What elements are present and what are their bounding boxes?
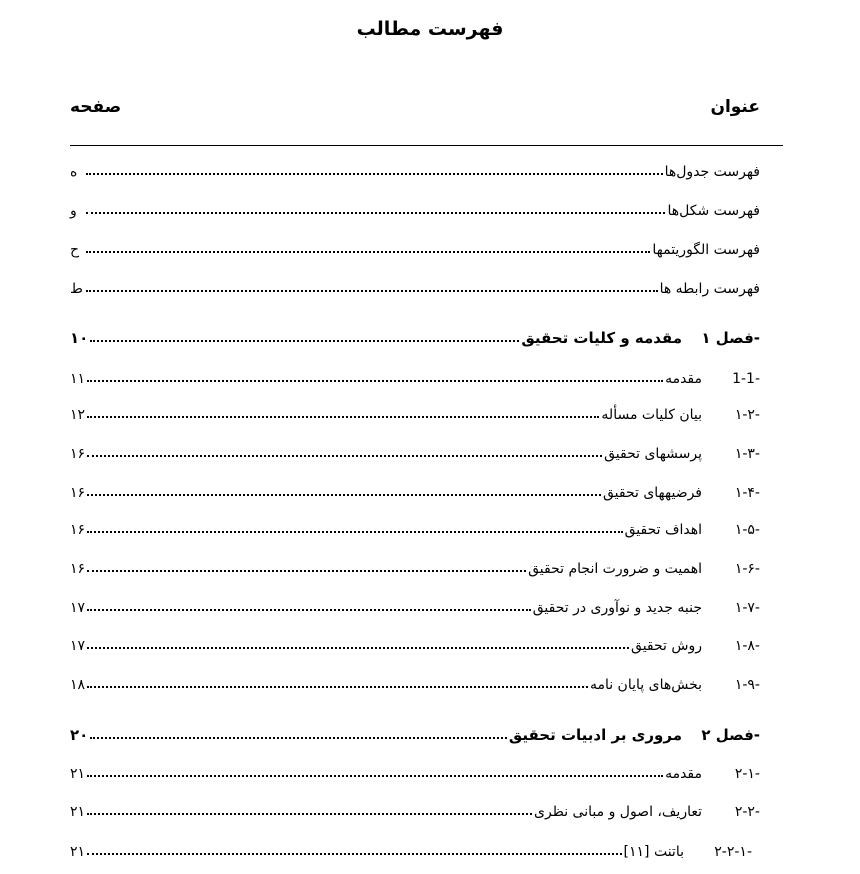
toc-entry-page: ۱۶ — [70, 561, 86, 577]
toc-entry-page: ۱۶ — [70, 485, 86, 501]
toc-entry-text: مروری بر ادبیات تحقیق — [508, 726, 682, 744]
toc-entry-1-9[interactable] — [70, 673, 760, 697]
toc-entry-text: جنبه جدید و نوآوری در تحقیق — [532, 600, 702, 616]
toc-entry-2-1[interactable] — [70, 762, 760, 786]
dot-leader — [87, 813, 532, 815]
toc-entry-page: ۲۱ — [70, 804, 86, 820]
toc-entry-1-5[interactable] — [70, 518, 760, 542]
toc-entry-text: فهرست شکل‌ها — [667, 203, 760, 219]
toc-chapter-2[interactable] — [70, 723, 760, 747]
toc-entry-number: ۱-۹- — [734, 677, 760, 693]
dot-leader — [87, 531, 623, 533]
toc-entry-2-2[interactable] — [70, 800, 760, 824]
toc-entry-text: بیان کلیات مسأله — [601, 407, 702, 423]
toc-entry-1-8[interactable] — [70, 634, 760, 658]
toc-entry-text: مقدمه و کلیات تحقیق — [521, 329, 682, 347]
toc-entry-page: ۲۱ — [70, 844, 86, 860]
dot-leader — [87, 380, 663, 382]
dot-leader — [87, 853, 621, 855]
toc-entry-page: ط — [70, 281, 83, 297]
toc-entry-number: ۲-۲- — [734, 804, 760, 820]
dot-leader — [87, 775, 663, 777]
toc-entry-text: باتنت [۱۱] — [623, 844, 684, 860]
toc-entry-page: و — [70, 203, 77, 219]
dot-leader — [87, 609, 531, 611]
toc-entry-page: ح — [70, 242, 80, 258]
toc-entry-page: ۱۰ — [70, 329, 89, 347]
toc-entry-1-1[interactable] — [70, 367, 760, 391]
toc-entry-text: تعاریف، اصول و مبانی نظری — [534, 804, 702, 820]
toc-entry-list-of-equations[interactable] — [70, 277, 760, 301]
dot-leader — [90, 737, 507, 739]
toc-entry-text: بخش‌های پایان نامه — [589, 677, 702, 693]
toc-entry-number: ۱-۸- — [734, 638, 760, 654]
toc-entry-1-7[interactable] — [70, 596, 760, 620]
dot-leader — [86, 173, 663, 175]
toc-entry-number: فصل ۲- — [701, 726, 760, 744]
toc-entry-2-2-1[interactable] — [70, 840, 760, 864]
toc-entry-page: ۲۰ — [70, 726, 89, 744]
toc-entry-number: ۱-۷- — [734, 600, 760, 616]
toc-entry-number: ۱-۳- — [734, 446, 760, 462]
column-header-title: عنوان — [710, 97, 760, 117]
dot-leader — [87, 570, 526, 572]
dot-leader — [87, 416, 599, 418]
toc-entry-number: ۲-۱- — [734, 766, 760, 782]
toc-entry-1-3[interactable] — [70, 442, 760, 466]
toc-entry-page: ۱۶ — [70, 522, 86, 538]
toc-entry-page: ۱۷ — [70, 600, 86, 616]
toc-entry-1-2[interactable] — [70, 403, 760, 427]
toc-entry-number: ۱-۲- — [734, 407, 760, 423]
toc-entry-number: ۱-۴- — [734, 485, 760, 501]
toc-entry-text: مقدمه — [665, 371, 702, 387]
toc-entry-page: ۲۱ — [70, 766, 86, 782]
toc-entry-text: فرضیههای تحقیق — [602, 485, 702, 501]
toc-entry-page: ۱۸ — [70, 677, 86, 693]
toc-entry-text: اهمیت و ضرورت انجام تحقیق — [528, 561, 702, 577]
toc-entry-number: 1-1- — [732, 371, 760, 387]
toc-entry-list-of-figures[interactable] — [70, 199, 760, 223]
column-header-page: صفحه — [70, 97, 122, 117]
header-divider — [70, 145, 783, 146]
toc-entry-list-of-algorithms[interactable] — [70, 238, 760, 262]
toc-entry-number: فصل ۱- — [701, 329, 760, 347]
toc-entry-1-4[interactable] — [70, 481, 760, 505]
toc-entry-list-of-tables[interactable] — [70, 160, 760, 184]
toc-entry-1-6[interactable] — [70, 557, 760, 581]
toc-entry-number: ۱-۵- — [734, 522, 760, 538]
dot-leader — [87, 455, 602, 457]
toc-entry-page: ۱۶ — [70, 446, 86, 462]
toc-entry-page: ۱۲ — [70, 407, 86, 423]
toc-entry-text: فهرست الگوریتمها — [652, 242, 760, 258]
toc-entry-text: پرسشهای تحقیق — [604, 446, 702, 462]
dot-leader — [87, 647, 629, 649]
dot-leader — [87, 686, 588, 688]
dot-leader — [87, 494, 601, 496]
toc-entry-text: روش تحقیق — [631, 638, 702, 654]
toc-chapter-1[interactable] — [70, 326, 760, 350]
toc-entry-text: فهرست رابطه ها — [659, 281, 760, 297]
toc-entry-text: اهداف تحقیق — [624, 522, 702, 538]
dot-leader — [86, 251, 650, 253]
toc-entry-number: ۲-۲-۱- — [714, 844, 752, 860]
dot-leader — [90, 340, 519, 342]
toc-entry-text: مقدمه — [665, 766, 702, 782]
toc-entry-page: ۱۱ — [70, 371, 86, 387]
toc-entry-number: ۱-۶- — [734, 561, 760, 577]
toc-title: فهرست مطالب — [356, 18, 504, 40]
toc-entry-text: فهرست جدول‌ها — [664, 164, 760, 180]
toc-entry-page: ه — [70, 164, 78, 180]
dot-leader — [86, 290, 658, 292]
toc-entry-page: ۱۷ — [70, 638, 86, 654]
dot-leader — [86, 212, 665, 214]
